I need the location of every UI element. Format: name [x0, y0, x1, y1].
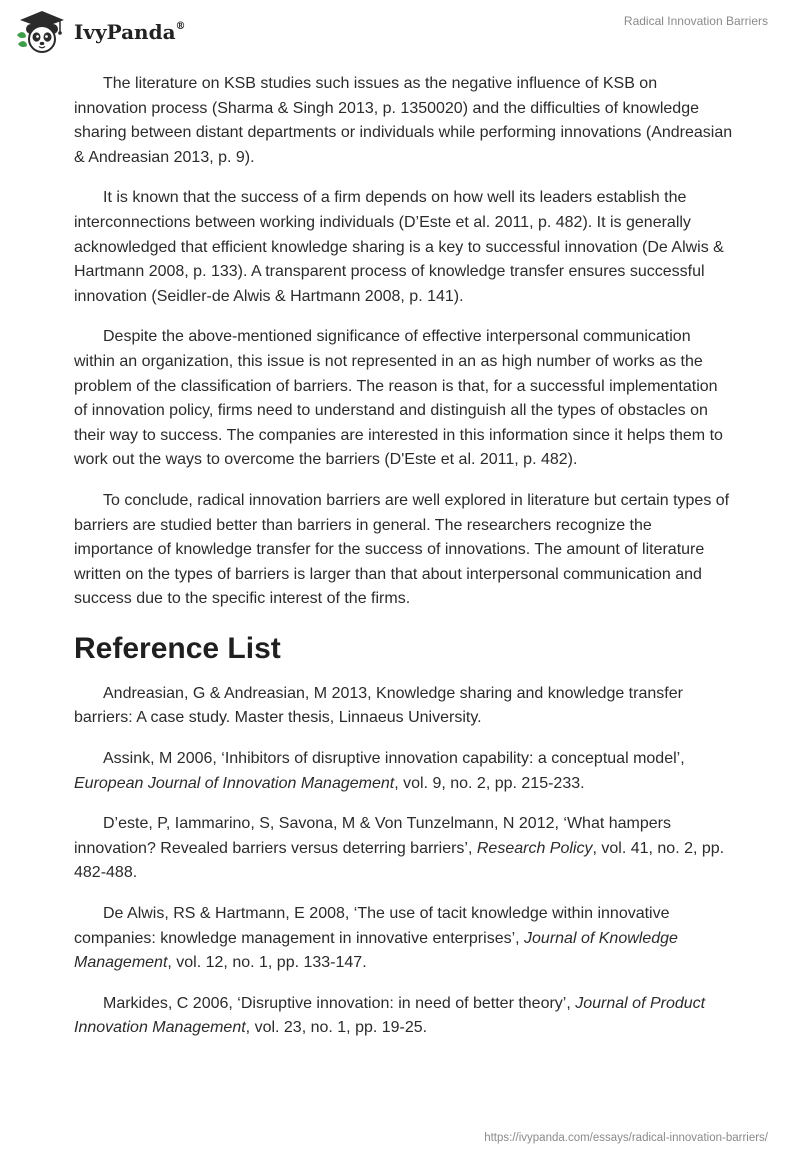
journal-title: Journal of Knowledge Management — [74, 929, 678, 972]
reference-item: D’este, P, Iammarino, S, Savona, M & Von Tunzelmann, N 2012, ‘What hampers innovation? Revealed barriers versus deterring barriers’, Research Policy, vol. 41, no. 2, pp. 482-488. — [74, 815, 725, 882]
reference-item: De Alwis, RS & Hartmann, E 2008, ‘The use of tacit knowledge within innovative companies: knowledge management in innovative enterprises’, Journal of Knowledge Management, vol. 12, no. 1, pp. 133-147. — [74, 905, 678, 972]
journal-title: Journal of Product Innovation Management — [74, 994, 706, 1037]
essay-content — [74, 72, 734, 1057]
paragraph-ksb-literature: The literature on KSB studies such issues as the negative influence of KSB on innovation process (Sharma & Singh 2013, p. 1350020) and the difficulties of knowledge sharing between distant departments or individuals while performing innovations (Andreasian & Andreasian 2013, p. 9). — [74, 75, 733, 166]
journal-title: European Journal of Innovation Management — [74, 774, 395, 792]
paragraph-interpersonal-communication: Despite the above-mentioned significance of effective interpersonal communication within an organization, this issue is not represented in an as high number of works as the problem of the classification of barriers. The reason is that, for a successful implementation of innovation policy, firms need to understand and distinguish all the types of obstacles on their way to success. The companies are interested in this information since it helps them to work out the ways to overcome the barriers (D'Este et al. 2011, p. 482). — [74, 328, 723, 469]
reference-list-heading: Reference List — [74, 631, 281, 665]
brand-name: IvyPanda® — [74, 20, 186, 44]
reference-item: Markides, C 2006, ‘Disruptive innovation: in need of better theory’, Journal of Product Innovation Management, vol. 23, no. 1, pp. 19-25. — [74, 994, 706, 1037]
page-header — [0, 0, 800, 60]
reference-item: Andreasian, G & Andreasian, M 2013, Knowledge sharing and knowledge transfer barriers: A case study. Master thesis, Linnaeus University. — [74, 684, 683, 727]
paragraph-firm-success: It is known that the success of a firm depends on how well its leaders establish the interconnections between working individuals (D’Este et al. 2011, p. 482). It is generally acknowledged that efficient knowledge sharing is a key to successful innovation (De Alwis & Hartmann 2008, p. 133). A transparent process of knowledge transfer ensures successful innovation (Seidler-de Alwis & Hartmann 2008, p. 141). — [74, 189, 724, 305]
journal-title: Research Policy — [476, 839, 593, 857]
paragraph-conclusion: To conclude, radical innovation barriers are well explored in literature but certain types of barriers are studied better than barriers in general. The researchers recognize the importance of knowledge transfer for the success of innovations. The amount of literature written on the types of barriers is larger than that about interpersonal communication and success due to the specific interest of the firms. — [74, 491, 730, 608]
source-url[interactable]: https://ivypanda.com/essays/radical-innovation-barriers/ — [484, 1132, 768, 1144]
reference-item: Assink, M 2006, ‘Inhibitors of disruptive innovation capability: a conceptual model’, European Journal of Innovation Management, vol. 9, no. 2, pp. 215-233. — [74, 750, 685, 792]
page-title: Radical Innovation Barriers — [623, 14, 768, 28]
ivypanda-logo[interactable] — [14, 8, 186, 54]
panda-graduate-icon — [14, 8, 68, 54]
